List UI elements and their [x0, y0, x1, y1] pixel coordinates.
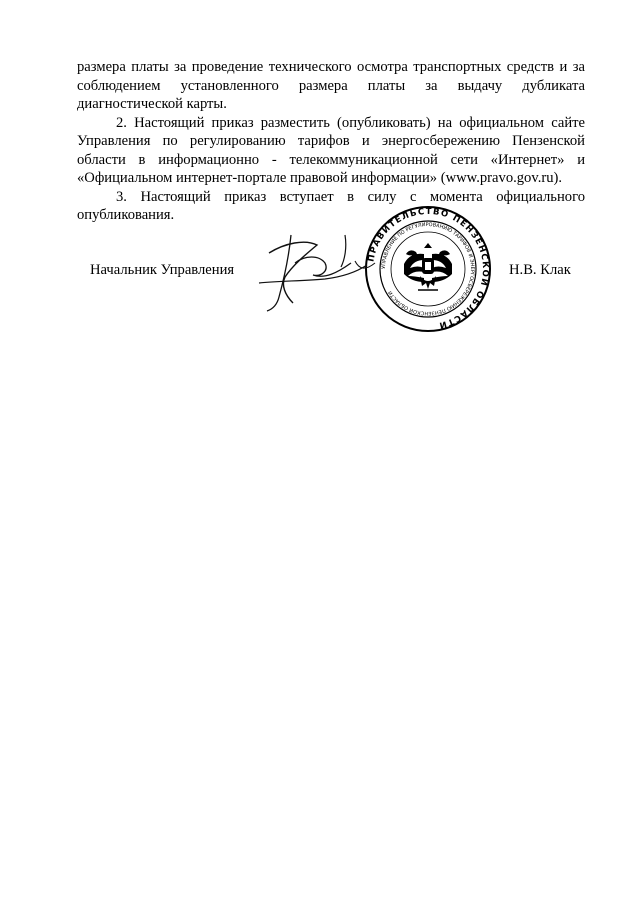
- stamp-inner-text: УПРАВЛЕНИЕ ПО РЕГУЛИРОВАНИЮ ТАРИФОВ И ЭНЕРГОСБЕРЕЖЕНИЮ ПЕНЗЕНСКОЙ ОБЛАСТИ: [380, 221, 476, 317]
- paragraph-effective: 3. Настоящий приказ вступает в силу с момента официального опубликования.: [77, 188, 585, 223]
- paragraph-continuation: размера платы за проведение технического осмотра транспортных средств и за соблюдением установленного размера платы за выдачу дубликата диагностической карты.: [77, 59, 585, 112]
- stamp-outer-text: ПРАВИТЕЛЬСТВО ПЕНЗЕНСКОЙ ОБЛАСТИ: [366, 206, 491, 331]
- signatory-name: Н.В. Клак: [509, 262, 571, 278]
- paragraph-publication: 2. Настоящий приказ разместить (опубликовать) на официальном сайте Управления по регулированию тарифов и энергосбережению Пензенской области в информационно - телекоммуникационной сети «Интернет» и «Официальном интернет-портале правовой информации» (www.pravo.gov.ru).: [77, 114, 585, 186]
- signatory-title: Начальник Управления: [90, 262, 235, 278]
- document-body: [77, 58, 585, 225]
- signature-block: [0, 262, 640, 292]
